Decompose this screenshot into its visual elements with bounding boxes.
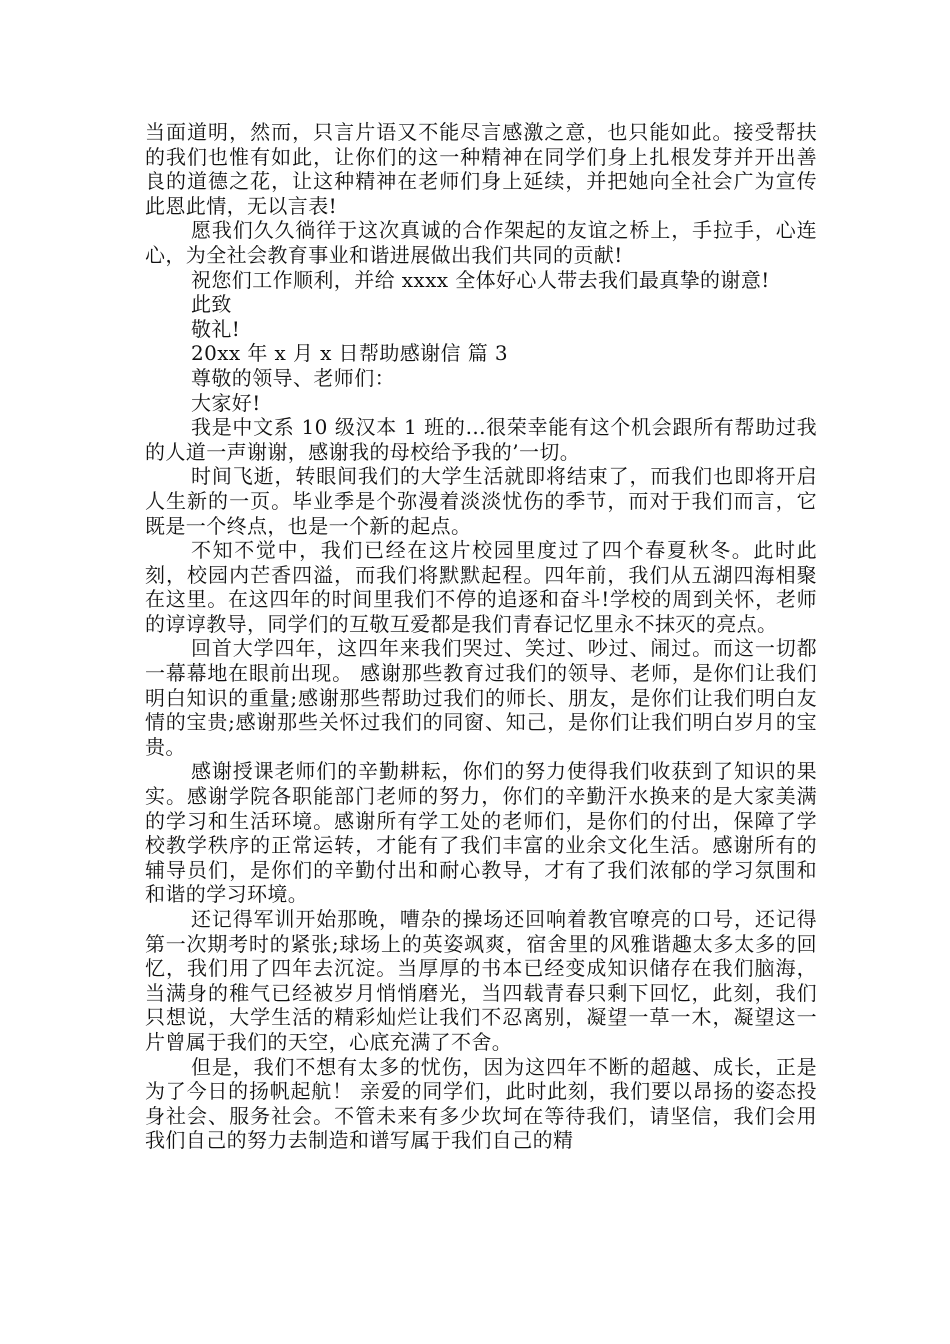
paragraph-thanks-teachers: 感谢授课老师们的辛勤耕耘，你们的努力使得我们收获到了知识的果实。感谢学院各职能部门老师的努力，你们的辛勤汗水换来的是大家美满的学习和生活环境。感谢所有学工处的老师们，是你们的付出，保障了学校教学秩序的正常运转，才能有了我们丰富的业余文化生活。感谢所有的辅导员们，是你们的辛勤付出和耐心教导，才有了我们浓郁的学习氛围和和谐的学习环境。 [145,759,817,907]
closing-jingli: 敬礼! [191,316,241,341]
paragraph-campus: 不知不觉中，我们已经在这片校园里度过了四个春夏秋冬。此时此刻，校园内芒香四溢，而我们将默默起程。四年前，我们从五湖四海相聚在这里。在这四年的时间里我们不停的追逐和奋斗!学校的周到关怀，老师的谆谆教导，同学们的互敬互爱都是我们青春记忆里永不抹灭的亮点。 [145,538,817,636]
paragraph-blessing: 祝您们工作顺利，并给 xxxx 全体好心人带去我们最真挚的谢意! [191,267,770,292]
greeting: 大家好! [191,390,261,415]
paragraph-time: 时间飞逝，转眼间我们的大学生活就即将结束了，而我们也即将开启人生新的一页。毕业季是个弥漫着淡淡忧伤的季节，而对于我们而言，它既是一个终点，也是一个新的起点。 [145,464,817,538]
section-heading: 20xx 年 x 月 x 日帮助感谢信 篇 3 [191,341,508,366]
document-body [145,120,817,1153]
paragraph-intro: 我是中文系 10 级汉本 1 班的...很荣幸能有这个机会跟所有帮助过我的人道一声谢谢，感谢我的母校给予我的’一切。 [145,415,817,464]
paragraph-future: 但是，我们不想有太多的忧伤，因为这四年不断的超越、成长，正是为了今日的扬帆起航！ 亲爱的同学们，此时此刻，我们要以昂扬的姿态投身社会、服务社会。不管未来有多少坎坷在等待我们，请坚信，我们会用我们自己的努力去制造和谱写属于我们自己的精 [145,1054,817,1153]
salutation: 尊敬的领导、老师们： [191,365,395,390]
paragraph-review: 回首大学四年，这四年来我们哭过、笑过、吵过、闹过。而这一切都一幕幕地在眼前出现。 感谢那些教育过我们的领导、老师，是你们让我们明白知识的重量;感谢那些帮助过我们的师长、朋友，是你们让我们明白友情的宝贵;感谢那些关怀过我们的同窗、知己，是你们让我们明白岁月的宝贵。 [145,636,817,759]
paragraph-wish: 愿我们久久徜徉于这次真诚的合作架起的友谊之桥上，手拉手，心连心，为全社会教育事业和谐进展做出我们共同的贡献! [145,218,817,267]
paragraph-opening: 当面道明，然而，只言片语又不能尽言感激之意，也只能如此。接受帮扶的我们也惟有如此，让你们的这一种精神在同学们身上扎根发芽并开出善良的道德之花，让这种精神在老师们身上延续，并把她向全社会广为宣传 此恩此情，无以言表! [145,120,817,218]
closing-cizhi: 此致 [191,292,232,317]
paragraph-memories: 还记得军训开始那晚，嘈杂的操场还回响着教官嘹亮的口号，还记得第一次期考时的紧张;球场上的英姿飒爽，宿舍里的风雅谐趣太多太多的回忆，我们用了四年去沉淀。当厚厚的书本已经变成知识储存在我们脑海，当满身的稚气已经被岁月悄悄磨光，当四载青春只剩下回忆，此刻，我们只想说，大学生活的精彩灿烂让我们不忍离别，凝望一草一木，凝望这一片曾属于我们的天空，心底充满了不舍。 [145,907,817,1054]
